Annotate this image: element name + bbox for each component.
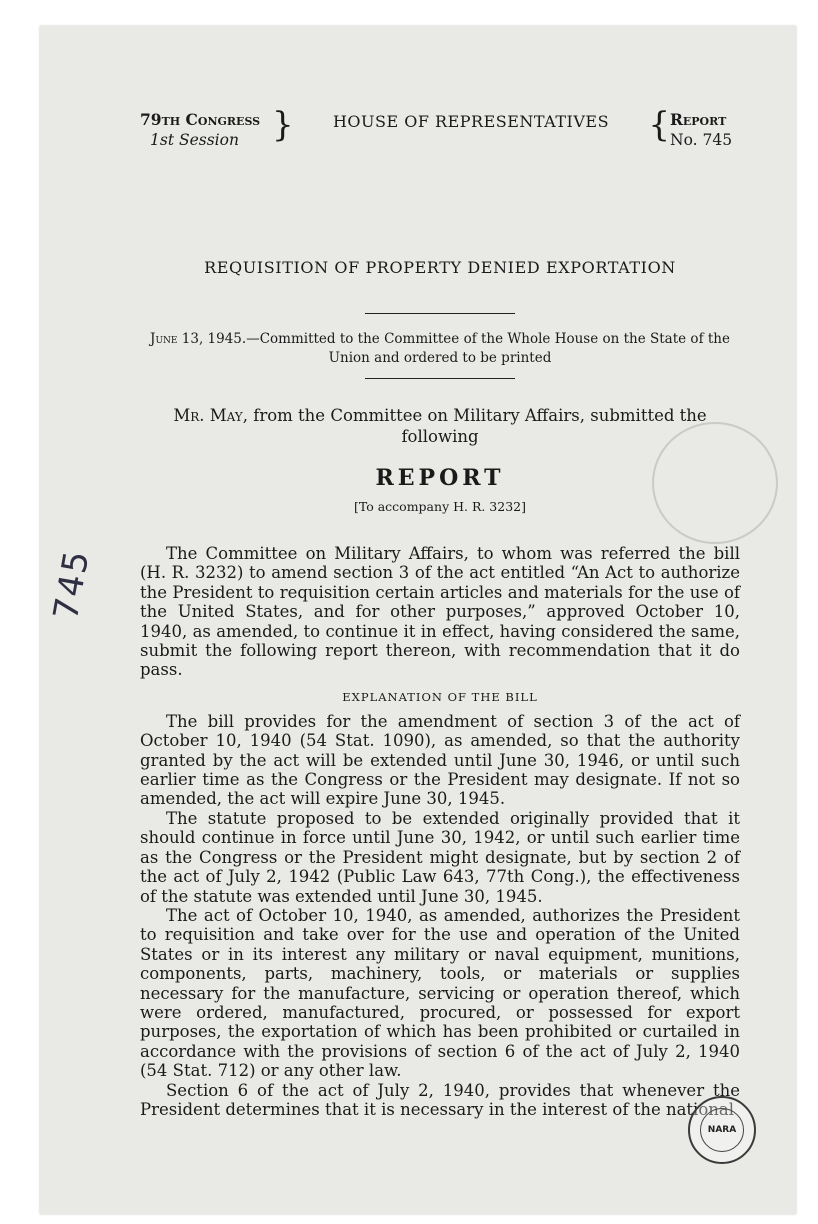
archive-stamp	[688, 1096, 756, 1164]
report-title: REQUISITION OF PROPERTY DENIED EXPORTATION	[204, 258, 676, 277]
section-heading: EXPLANATION OF THE BILL	[342, 689, 538, 704]
congress-block	[140, 110, 272, 150]
session-label: 1st Session	[150, 131, 239, 149]
chamber-name: HOUSE OF REPRESENTATIVES	[332, 112, 610, 131]
document-page	[40, 26, 796, 1214]
accompany-note: [To accompany H. R. 3232]	[353, 499, 526, 514]
congress-label: 79th Congress	[140, 110, 261, 129]
committed-date: June 13, 1945.	[150, 331, 247, 347]
submitter-name: Mr. May,	[173, 406, 248, 425]
committed-text: —Committed to the Committee of the Whole House on the State of the Union and ordered to be printed	[246, 331, 730, 366]
report-body	[140, 105, 740, 1119]
report-heading: REPORT	[375, 465, 505, 491]
report-header	[140, 105, 740, 150]
report-label: Report	[670, 110, 727, 129]
divider-rule	[365, 313, 515, 314]
left-brace: }	[272, 105, 294, 145]
right-brace: {	[648, 105, 670, 145]
body-paragraph: The statute proposed to be extended originally provided that it should continue in force until June 30, 1942, or until such earlier time as the Congress or the President might designate, but by section 2 of the act of July 2, 1942 (Public Law 643, 77th Cong.), the effectiveness of the statute was extended until June 30, 1945.	[140, 808, 740, 906]
body-paragraph: The act of October 10, 1940, as amended, authorizes the President to requisition and take over for the use and operation of the United States or in its interest any military or naval equipment, munitions, components, parts, machinery, tools, or materials or supplies necessary for the manufacture, servicing or operation thereof, which were ordered, manufactured, procured, or possessed for export purposes, the exportation of which has been prohibited or curtailed in accordance with the provisions of section 6 of the act of July 2, 1940 (54 Stat. 712) or any other law.	[140, 905, 740, 1081]
body-paragraph: Section 6 of the act of July 2, 1940, provides that whenever the President determines that it is necessary in the interest of the national	[140, 1080, 740, 1119]
committed-note	[140, 330, 740, 368]
archive-stamp-label: NARA	[700, 1108, 744, 1152]
report-number-block	[670, 110, 740, 150]
divider-rule	[365, 378, 515, 379]
intro-paragraph: The Committee on Military Affairs, to whom was referred the bill (H. R. 3232) to amend section 3 of the act entitled “An Act to authorize the President to requisition certain articles and materials for the use of the United States, and for other purposes,” approved October 10, 1940, as amended, to continue it in effect, having considered the same, submit the following report thereon, with recommendation that it do pass.	[140, 544, 740, 680]
submitter-line	[140, 405, 740, 447]
body-paragraph: The bill provides for the amendment of section 3 of the act of October 10, 1940 (54 Stat. 1090), as amended, so that the authority granted by the act will be extended until June 30, 1946, or until such earlier time as the Congress or the President may designate. If not so amended, the act will expire June 30, 1945.	[140, 711, 740, 809]
report-number: No. 745	[670, 131, 733, 149]
submitter-text: from the Committee on Military Affairs, submitted the following	[253, 406, 707, 446]
handwritten-margin-note: 745	[46, 546, 98, 623]
